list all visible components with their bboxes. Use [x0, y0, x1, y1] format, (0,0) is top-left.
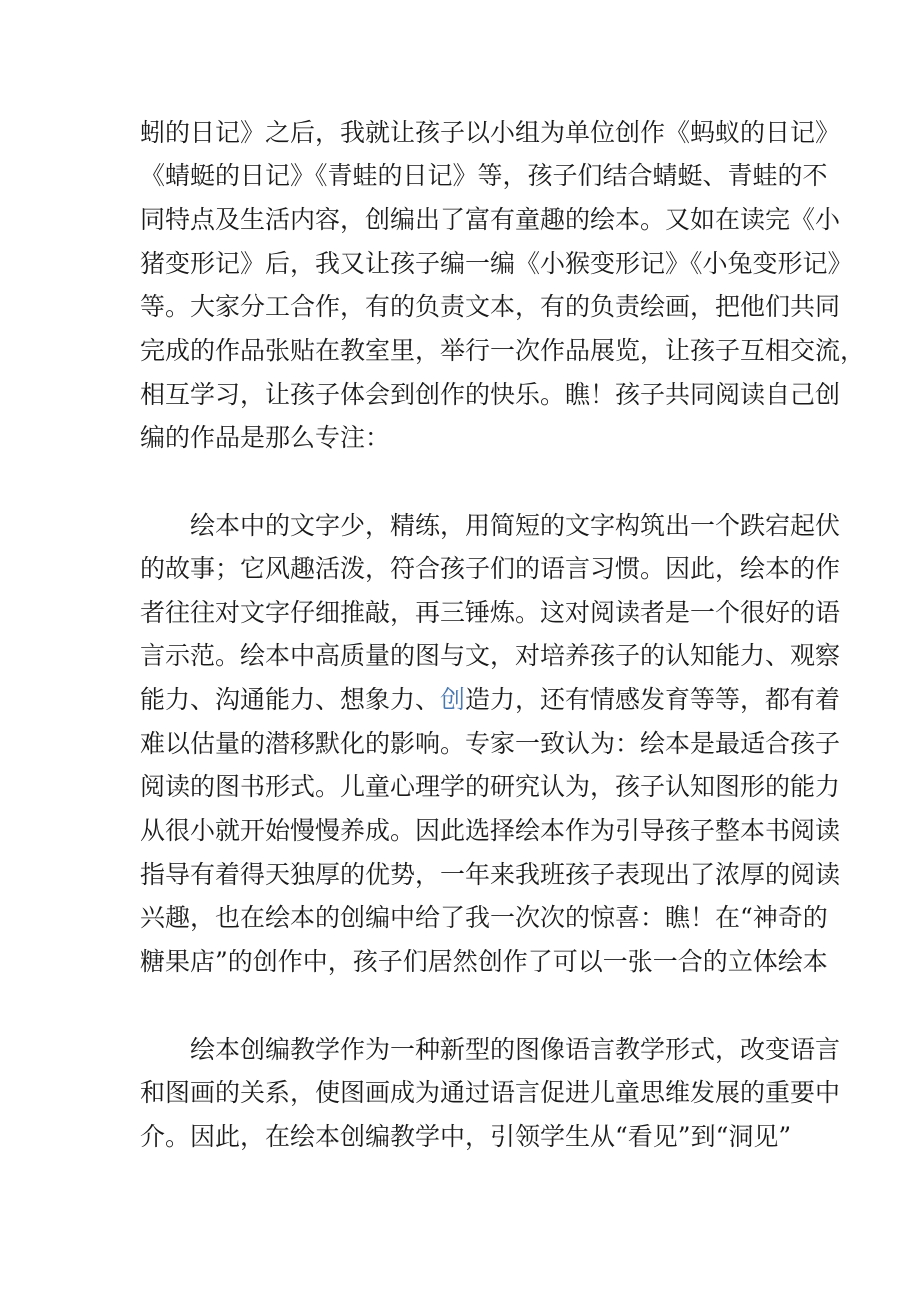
- paragraph-1-line-2: 《蜻蜓的日记》《青蛙的日记》等，孩子们结合蜻蜓、青蛙的不: [140, 161, 828, 190]
- paragraph-2-line-2: 的故事；它风趣活泼，符合孩子们的语言习惯。因此，绘本的作: [140, 554, 841, 583]
- paragraph-1-line-5: 等。大家分工合作，有的负责文本，有的负责绘画，把他们共同: [140, 292, 841, 321]
- paragraph-2-line-5-before: 能力、沟通能力、想象力、: [140, 685, 441, 714]
- paragraph-1-line-8: 编的作品是那么专注：: [140, 423, 391, 452]
- paragraph-2-line-10: 兴趣，也在绘本的创编中给了我一次次的惊喜：瞧！在“神奇的: [140, 903, 828, 932]
- paragraph-2-line-3: 者往往对文字仔细推敲，再三锤炼。这对阅读者是一个很好的语: [140, 598, 841, 627]
- paragraph-3-line-1: 绘本创编教学作为一种新型的图像语言教学形式，改变语言: [190, 1035, 841, 1064]
- paragraph-1-line-7: 相互学习，让孩子体会到创作的快乐。瞧！孩子共同阅读自己创: [140, 380, 841, 409]
- paragraph-1-line-1: 蚓的日记》之后，我就让孩子以小组为单位创作《蚂蚁的日记》: [140, 118, 841, 147]
- paragraph-2-line-6: 难以估量的潜移默化的影响。专家一致认为：绘本是最适合孩子: [140, 729, 841, 758]
- paragraph-2-line-8: 从很小就开始慢慢养成。因此选择绘本作为引导孩子整本书阅读: [140, 816, 841, 845]
- paragraph-2-line-9: 指导有着得天独厚的优势，一年来我班孩子表现出了浓厚的阅读: [140, 860, 841, 889]
- paragraph-2-line-11: 糖果店”的创作中，孩子们居然创作了可以一张一合的立体绘本: [140, 947, 828, 976]
- paragraph-3-line-3: 介。因此，在绘本创编教学中，引领学生从“看见”到“洞见”: [140, 1122, 792, 1151]
- paragraph-2-line-5: [140, 682, 841, 718]
- paragraph-2-line-1: 绘本中的文字少，精练，用简短的文字构筑出一个跌宕起伏: [190, 511, 841, 540]
- highlighted-character: 创: [440, 685, 466, 714]
- paragraph-1-line-4: 猪变形记》后，我又让孩子编一编《小猴变形记》《小兔变形记》: [140, 249, 853, 278]
- paragraph-1-line-3: 同特点及生活内容，创编出了富有童趣的绘本。又如在读完《小: [140, 205, 841, 234]
- paragraph-3-line-2: 和图画的关系，使图画成为通过语言促进儿童思维发展的重要中: [140, 1078, 841, 1107]
- paragraph-1-line-6: 完成的作品张贴在教室里，举行一次作品展览，让孩子互相交流，: [140, 336, 866, 365]
- paragraph-2-line-4: 言示范。绘本中高质量的图与文，对培养孩子的认知能力、观察: [140, 641, 841, 670]
- paragraph-2-line-7: 阅读的图书形式。儿童心理学的研究认为，孩子认知图形的能力: [140, 772, 841, 801]
- paragraph-2-line-5-after: 造力，还有情感发育等等，都有着: [465, 685, 841, 714]
